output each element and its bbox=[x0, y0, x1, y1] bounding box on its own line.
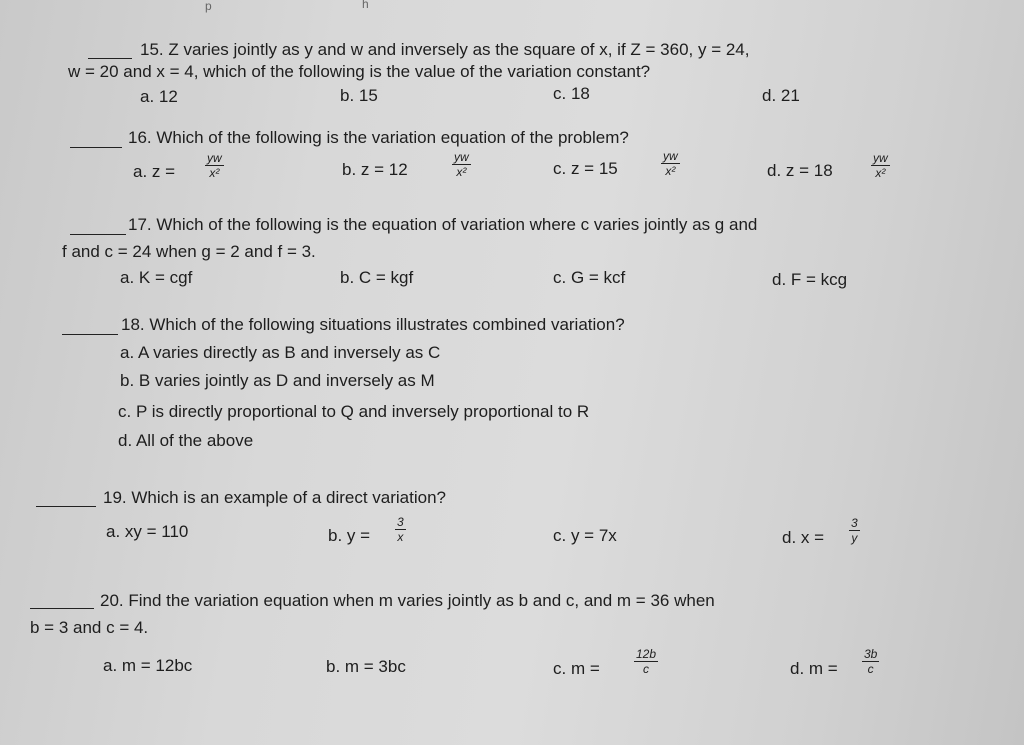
answer-blank-17[interactable] bbox=[70, 234, 126, 235]
answer-blank-18[interactable] bbox=[62, 334, 118, 335]
q19-choice-a: a. xy = 110 bbox=[106, 522, 189, 541]
q17-choice-c: c. G = kcf bbox=[553, 268, 626, 287]
q19-choice-b: b. y = bbox=[328, 526, 371, 545]
q20-line1: 20. Find the variation equation when m varies jointly as b and c, and m = 36 when bbox=[100, 591, 715, 610]
q16-c-fraction: yw x² bbox=[663, 149, 678, 178]
cut-off-fragment: h bbox=[362, 0, 369, 11]
answer-blank-16[interactable] bbox=[70, 147, 122, 148]
q17-choice-d: d. F = kcg bbox=[772, 270, 848, 289]
q16-stem: 16. Which of the following is the variation equation of the problem? bbox=[128, 128, 629, 147]
q20-d-fraction: 3b c bbox=[864, 647, 878, 676]
q16-choice-d: d. z = 18 bbox=[767, 161, 833, 180]
q19-choice-d: d. x = bbox=[782, 528, 825, 547]
q16-d-fraction: yw x² bbox=[873, 151, 888, 180]
q20-choice-c: c. m = bbox=[553, 659, 600, 678]
q15-choice-a: a. 12 bbox=[140, 87, 178, 106]
q19-d-fraction: 3 y bbox=[851, 516, 858, 545]
q19-stem: 19. Which is an example of a direct variation? bbox=[103, 488, 447, 507]
q19-b-fraction: 3 x bbox=[397, 515, 404, 544]
q17-line1: 17. Which of the following is the equation of variation where c varies jointly as g and bbox=[128, 215, 758, 234]
q20-choice-d: d. m = bbox=[790, 659, 838, 678]
q20-c-fraction: 12b c bbox=[636, 647, 657, 676]
q20-line2: b = 3 and c = 4. bbox=[30, 618, 149, 637]
q18-choice-b: b. B varies jointly as D and inversely as M bbox=[120, 371, 435, 390]
answer-blank-15[interactable] bbox=[88, 58, 132, 59]
answer-blank-20[interactable] bbox=[30, 608, 94, 609]
q15-choice-c: c. 18 bbox=[553, 84, 590, 103]
q17-line2: f and c = 24 when g = 2 and f = 3. bbox=[62, 242, 316, 261]
cut-off-fragment: p bbox=[205, 0, 212, 13]
q17-choice-a: a. K = cgf bbox=[120, 268, 193, 287]
q18-choice-c: c. P is directly proportional to Q and inversely proportional to R bbox=[118, 402, 590, 421]
q15-choice-b: b. 15 bbox=[340, 86, 378, 105]
q15-line2: w = 20 and x = 4, which of the following is the value of the variation constant? bbox=[68, 62, 651, 81]
q17-choice-b: b. C = kgf bbox=[340, 268, 414, 287]
q16-choice-a: a. z = bbox=[133, 162, 176, 181]
q16-a-fraction: yw x² bbox=[207, 151, 222, 180]
q15-choice-d: d. 21 bbox=[762, 86, 800, 105]
q20-choice-a: a. m = 12bc bbox=[103, 656, 193, 675]
q18-stem: 18. Which of the following situations illustrates combined variation? bbox=[121, 315, 625, 334]
q15-line1: 15. Z varies jointly as y and w and inversely as the square of x, if Z = 360, y = 24, bbox=[140, 40, 750, 59]
answer-blank-19[interactable] bbox=[36, 506, 96, 507]
q16-choice-c: c. z = 15 bbox=[553, 159, 618, 178]
q19-choice-c: c. y = 7x bbox=[553, 526, 617, 545]
q16-b-fraction: yw x² bbox=[454, 150, 469, 179]
q20-choice-b: b. m = 3bc bbox=[326, 657, 406, 676]
q18-choice-a: a. A varies directly as B and inversely as C bbox=[120, 343, 441, 362]
q18-choice-d: d. All of the above bbox=[118, 431, 254, 450]
q16-choice-b: b. z = 12 bbox=[342, 160, 408, 179]
